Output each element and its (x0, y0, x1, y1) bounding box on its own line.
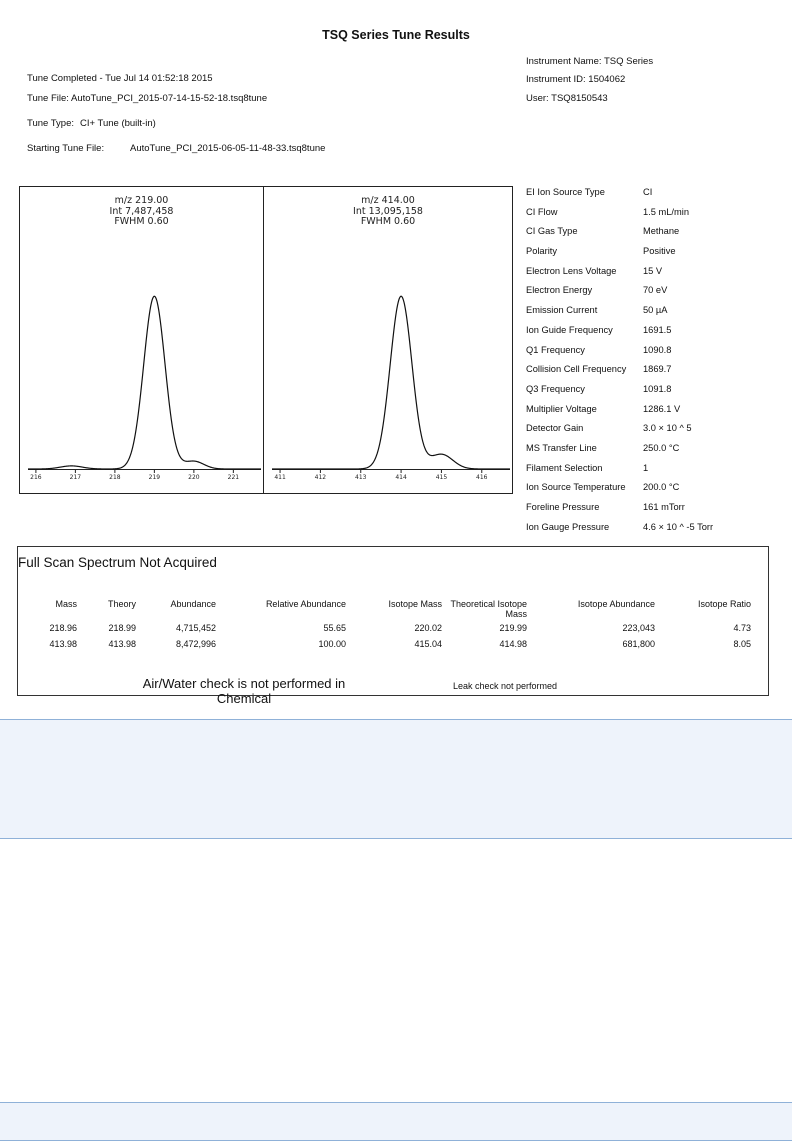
parameter-label: Ion Gauge Pressure (526, 521, 610, 532)
peak-chart-414 (264, 187, 514, 495)
x-tick-label: 413 (355, 474, 367, 481)
tune-file: Tune File: AutoTune_PCI_2015-07-14-15-52-18.tsq8tune (27, 93, 268, 104)
parameter-label: CI Gas Type (526, 226, 578, 237)
table-cell: 4,715,452 (175, 623, 216, 633)
starting-tune-file-value: AutoTune_PCI_2015-06-05-11-48-33.tsq8tune (130, 143, 326, 154)
parameter-value: 161 mTorr (643, 502, 685, 512)
parameter-value: 1091.8 (643, 383, 672, 394)
air-water-check-note: Air/Water check is not performed in Chemical (142, 676, 346, 706)
full-scan-status: Full Scan Spectrum Not Acquired (18, 555, 217, 570)
table-cell: 413.98 (49, 639, 77, 649)
table-cell: 223,043 (622, 623, 655, 633)
instrument-name: Instrument Name: TSQ Series (526, 56, 654, 67)
table-cell: 414.98 (499, 639, 527, 649)
table-cell: 218.99 (108, 623, 136, 633)
parameter-value: CI (643, 187, 653, 197)
x-tick-label: 217 (69, 474, 82, 481)
parameter-value: 200.0 °C (643, 482, 680, 493)
x-tick-label: 220 (188, 474, 200, 481)
table-row (18, 639, 751, 655)
x-tick-label: 411 (274, 474, 286, 481)
parameter-value: 4.6 × 10 ^ -5 Torr (643, 521, 714, 532)
table-cell: 681,800 (622, 639, 655, 649)
parameter-value: 250.0 °C (643, 442, 680, 453)
parameter-label: Emission Current (526, 305, 598, 316)
column-header: Theory (107, 599, 136, 609)
leak-check-note: Leak check not performed (453, 681, 558, 691)
column-header: Isotope Mass (388, 599, 442, 609)
table-cell: 219.99 (499, 623, 527, 633)
parameter-label: MS Transfer Line (526, 442, 597, 453)
table-cell: 100.00 (318, 639, 346, 649)
table-cell: 4.73 (733, 623, 751, 633)
parameter-label: Multiplier Voltage (526, 403, 597, 414)
table-cell: 8,472,996 (175, 639, 216, 649)
parameter-label: Foreline Pressure (526, 502, 600, 512)
table-cell: 413.98 (108, 639, 136, 649)
user: User: TSQ8150543 (526, 93, 608, 104)
x-tick-label: 416 (476, 474, 488, 481)
table-cell: 220.02 (414, 623, 442, 633)
page-title: TSQ Series Tune Results (322, 28, 470, 42)
parameter-value: 1 (643, 462, 649, 473)
column-header: Relative Abundance (265, 599, 346, 609)
x-tick-label: 221 (227, 474, 240, 481)
results-panel (17, 546, 769, 706)
peak-fwhm: FWHM 0.60 (360, 216, 416, 227)
parameter-label: Polarity (526, 246, 558, 257)
parameter-label: Detector Gain (526, 423, 584, 434)
parameter-label: CI Flow (526, 206, 558, 217)
table-row (18, 623, 751, 639)
blank-band-2 (0, 1102, 792, 1141)
peak-profile-line (28, 296, 261, 469)
parameter-value: 1869.7 (643, 364, 672, 375)
peak-fwhm: FWHM 0.60 (114, 216, 169, 227)
parameter-label: Collision Cell Frequency (526, 364, 627, 375)
x-tick-label: 216 (30, 474, 42, 481)
parameter-value: 50 µA (643, 305, 668, 316)
peak-plot-219 (19, 186, 264, 494)
peak-plot-414 (263, 186, 513, 494)
column-header: Abundance (170, 599, 216, 609)
parameter-value: Positive (643, 246, 676, 257)
column-header: Isotope Abundance (577, 599, 655, 609)
isotope-table (18, 599, 751, 655)
instrument-id: Instrument ID: 1504062 (526, 74, 626, 85)
x-tick-label: 415 (435, 474, 448, 481)
table-cell: 55.65 (323, 623, 346, 633)
parameter-label: Q1 Frequency (526, 344, 585, 355)
parameter-value: 3.0 × 10 ^ 5 (643, 423, 692, 434)
x-tick-label: 414 (395, 474, 407, 481)
tune-type-value: CI+ Tune (built-in) (80, 118, 156, 129)
parameter-value: 1.5 mL/min (643, 206, 689, 217)
table-cell: 415.04 (414, 639, 442, 649)
parameter-label: Electron Energy (526, 285, 593, 296)
x-tick-label: 218 (109, 474, 121, 481)
peak-profile-line (272, 296, 510, 469)
column-header: Theoretical Isotope Mass (450, 599, 527, 619)
x-tick-label: 219 (148, 474, 161, 481)
parameter-value: Methane (643, 226, 680, 237)
table-cell: 218.96 (49, 623, 77, 633)
x-tick-label: 412 (314, 474, 327, 481)
parameter-label: Ion Guide Frequency (526, 324, 613, 335)
table-cell: 8.05 (733, 639, 751, 649)
parameter-value: 1090.8 (643, 344, 672, 355)
peak-mz: m/z 219.00 (114, 195, 169, 206)
parameter-label: Q3 Frequency (526, 383, 585, 394)
column-header: Mass (55, 599, 77, 609)
tune-completed: Tune Completed - Tue Jul 14 01:52:18 2015 (27, 73, 213, 84)
parameter-value: 15 V (643, 265, 663, 276)
parameter-label: EI Ion Source Type (526, 187, 605, 197)
parameter-label: Filament Selection (526, 462, 603, 473)
tune-type-label: Tune Type: (27, 118, 75, 129)
parameter-value: 70 eV (643, 285, 668, 296)
starting-tune-file-label: Starting Tune File: (27, 143, 105, 154)
parameter-label: Electron Lens Voltage (526, 265, 617, 276)
blank-band-1 (0, 719, 792, 839)
parameter-value: 1691.5 (643, 324, 672, 335)
peak-chart-219 (20, 187, 265, 495)
parameter-label: Ion Source Temperature (526, 482, 626, 493)
column-header: Isotope Ratio (697, 599, 751, 609)
peak-mz: m/z 414.00 (361, 195, 415, 206)
peak-intensity: Int 13,095,158 (353, 205, 423, 217)
peak-intensity: Int 7,487,458 (109, 205, 174, 217)
table-header-row (18, 599, 751, 623)
parameter-value: 1286.1 V (643, 403, 681, 414)
